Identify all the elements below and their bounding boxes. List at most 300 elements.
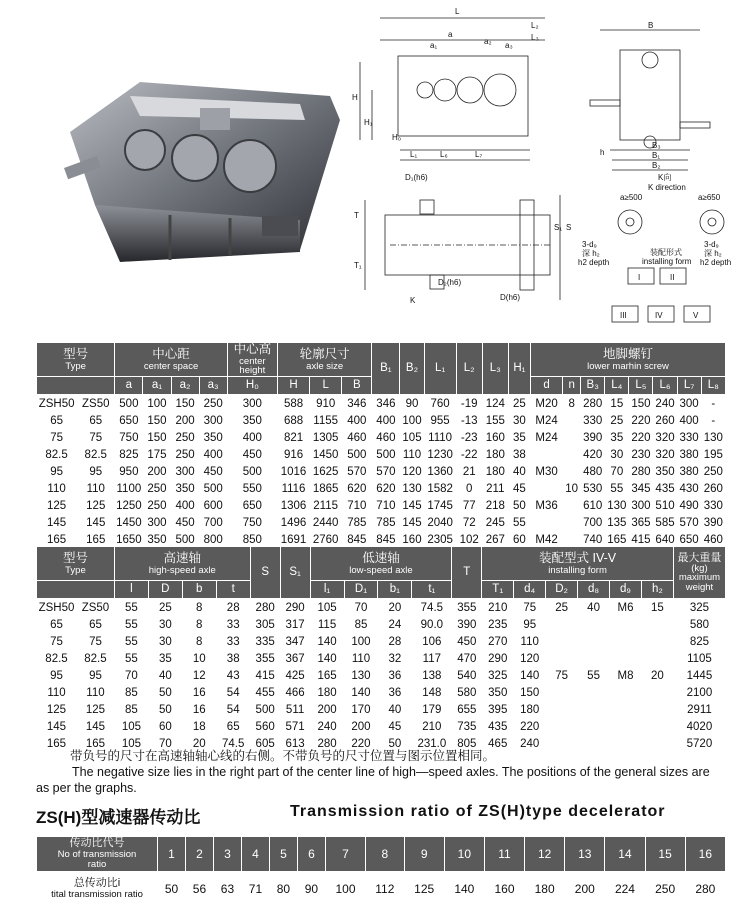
dimension-cell xyxy=(563,514,581,531)
col-B2: B₂ xyxy=(400,343,424,395)
ratio-code: 11 xyxy=(484,837,524,872)
axle-cell: 280 xyxy=(255,601,275,614)
axle-cell: 580 xyxy=(457,686,477,699)
note-cn: 带负号的尺寸在高速轴轴心线的右侧。不带负号的尺寸位置与图示位置相同。 xyxy=(70,749,496,763)
ratio-code: 2 xyxy=(185,837,213,872)
axle-cell: 33 xyxy=(226,635,240,648)
axle-cell: 33 xyxy=(226,618,240,631)
dimension-cell: 330 xyxy=(679,431,699,444)
axle-cell: 395 xyxy=(488,703,508,716)
dimension-cell: 245 xyxy=(485,516,505,529)
axle-cell: 210 xyxy=(488,601,508,614)
col-L6: L₆ xyxy=(653,377,677,395)
col-D1: D₁ xyxy=(344,581,378,599)
dimension-cell: 65 xyxy=(89,414,103,427)
ratio-value: 160 xyxy=(494,882,515,896)
axle-cell xyxy=(546,633,578,650)
axle-cell xyxy=(610,650,642,667)
dimension-cell: 45 xyxy=(513,482,526,495)
axle-cell: 235 xyxy=(488,618,508,631)
dimension-cell: 260 xyxy=(655,414,675,427)
axle-row xyxy=(37,633,726,650)
axle-cell: 85 xyxy=(354,618,368,631)
axle-cell xyxy=(641,718,673,735)
dimension-cell: 460 xyxy=(347,431,367,444)
label-D: D(h6) xyxy=(500,293,521,302)
dimension-cell: 640 xyxy=(655,533,675,546)
dimension-cell: 35 xyxy=(513,431,526,444)
axle-cell: 130 xyxy=(351,669,371,682)
dimension-cell: 1230 xyxy=(427,448,453,461)
axle-cell: 125 xyxy=(46,703,67,716)
col-b1: b₁ xyxy=(378,581,412,599)
col-S1: S₁ xyxy=(280,547,310,599)
dimension-cell: 165 xyxy=(86,533,106,546)
dimension-cell: 610 xyxy=(583,499,603,512)
axle-cell: 82.5 xyxy=(84,652,107,665)
label-S: S xyxy=(566,223,572,232)
dimension-cell xyxy=(530,480,562,497)
dimension-cell: M24 xyxy=(535,414,558,427)
plan-view-drawing xyxy=(365,195,563,300)
dimension-row xyxy=(37,463,726,480)
axle-row xyxy=(37,684,726,701)
axle-cell: 1445 xyxy=(686,669,713,682)
label-form-5: V xyxy=(693,311,699,320)
axle-cell: 325 xyxy=(689,601,710,614)
dimension-cell: 346 xyxy=(376,397,396,410)
dimension-cell: 65 xyxy=(50,414,63,427)
label-L7: L₇ xyxy=(475,150,483,159)
axle-cell: 317 xyxy=(285,618,305,631)
axle-cell: M6 xyxy=(617,601,634,614)
dimension-cell: 825 xyxy=(119,448,139,461)
dimension-row xyxy=(37,412,726,429)
dimension-cell: 346 xyxy=(347,397,367,410)
col-l1: l₁ xyxy=(310,581,344,599)
axle-cell: 16 xyxy=(192,703,206,716)
axle-cell: 65 xyxy=(226,720,240,733)
dimension-cell: 300 xyxy=(679,397,699,410)
dimension-cell: M20 xyxy=(535,397,558,410)
axle-cell: 605 xyxy=(255,737,275,750)
ratio-value: 90 xyxy=(304,882,319,896)
dimension-cell: 250 xyxy=(703,465,723,478)
dimension-cell: 400 xyxy=(242,431,262,444)
axle-cell: 511 xyxy=(285,703,305,716)
label-depth-right-en: h2 depth xyxy=(700,258,732,267)
axle-cell: 74.5 xyxy=(222,737,245,750)
dimension-cell: 95 xyxy=(89,465,103,478)
dimension-cell: 688 xyxy=(283,414,304,427)
axle-cell xyxy=(610,718,642,735)
axle-cell: 106 xyxy=(422,635,442,648)
axle-cell: 74.5 xyxy=(420,601,444,614)
axle-cell: M8 xyxy=(617,669,634,682)
dimension-cell: 300 xyxy=(147,516,167,529)
axle-cell: 110 xyxy=(351,652,371,665)
axle-cell: 82.5 xyxy=(45,652,68,665)
dimension-cell: 30 xyxy=(610,448,624,461)
dimension-cell: 160 xyxy=(402,533,422,546)
dimension-cell: 75 xyxy=(89,431,103,444)
label-L2: L₂ xyxy=(531,21,539,30)
dimension-cell: 220 xyxy=(631,431,651,444)
label-L3: L₃ xyxy=(531,33,539,42)
col-n: n xyxy=(563,377,581,395)
dimension-cell: 250 xyxy=(175,448,195,461)
col-b: b xyxy=(182,581,216,599)
axle-cell: 347 xyxy=(285,635,305,648)
axle-cell: 85 xyxy=(125,686,138,699)
side-view-drawing xyxy=(590,30,710,170)
dimension-cell xyxy=(530,446,562,463)
axle-cell xyxy=(578,684,610,701)
axle-cell xyxy=(610,633,642,650)
dimension-cell: 570 xyxy=(679,516,699,529)
dimension-cell: M42 xyxy=(535,533,558,546)
col-H0: H₀ xyxy=(227,377,277,395)
dimension-cell: 1691 xyxy=(280,533,307,546)
label-depth-left: 深 h₂ xyxy=(582,249,600,258)
label-S1: S₁ xyxy=(554,223,563,232)
ratio-code: 15 xyxy=(645,837,685,872)
dimension-cell: 350 xyxy=(175,482,195,495)
axle-cell: 110 xyxy=(86,686,105,699)
dimension-cell: 1110 xyxy=(428,431,453,444)
dimension-cell: 588 xyxy=(283,397,304,410)
ratio-title-cn: ZS(H)型减速器传动比 xyxy=(36,808,201,827)
axle-cell: 145 xyxy=(46,720,67,733)
label-L6: L₆ xyxy=(440,150,448,159)
axle-cell: 450 xyxy=(457,635,477,648)
axle-cell: 105 xyxy=(121,720,141,733)
axle-cell: 75 xyxy=(523,601,537,614)
dimension-cell: 102 xyxy=(459,533,479,546)
dimension-cell: -19 xyxy=(460,397,478,410)
col-d8: d₈ xyxy=(578,581,610,599)
axle-cell: 231.0 xyxy=(417,737,447,750)
axle-cell: 40 xyxy=(158,669,172,682)
dimension-cell: 650 xyxy=(119,414,139,427)
dimension-cell: 450 xyxy=(175,516,195,529)
dimension-cell xyxy=(563,446,581,463)
dimension-cell: 1100 xyxy=(116,482,142,495)
dimension-cell: 500 xyxy=(119,397,139,410)
axle-cell xyxy=(578,616,610,633)
dimension-cell: 218 xyxy=(485,499,505,512)
dimension-cell: 460 xyxy=(703,533,723,546)
dimension-cell: 650 xyxy=(242,499,262,512)
axle-cell: 2100 xyxy=(686,686,713,699)
dimension-cell: 100 xyxy=(147,397,167,410)
axle-cell: 390 xyxy=(457,618,477,631)
axle-cell: 25 xyxy=(555,601,569,614)
dimension-cell: 350 xyxy=(655,465,675,478)
axle-cell: 425 xyxy=(285,669,305,682)
axle-cell: 170 xyxy=(351,703,371,716)
dimension-cell: 345 xyxy=(631,482,651,495)
label-T1: T₁ xyxy=(354,261,362,270)
dimension-cell: 500 xyxy=(242,465,262,478)
dimension-cell: 250 xyxy=(147,482,167,495)
axle-cell xyxy=(546,718,578,735)
dimension-cell: 200 xyxy=(175,414,195,427)
dimension-cell: 330 xyxy=(583,414,603,427)
dimension-row xyxy=(37,395,726,413)
col-d9: d₉ xyxy=(610,581,642,599)
axle-cell: 655 xyxy=(457,703,477,716)
ratio-value: 80 xyxy=(276,882,291,896)
col-t1: t₁ xyxy=(412,581,452,599)
axle-cell: 415 xyxy=(255,669,275,682)
axle-cell: 28 xyxy=(388,635,402,648)
axle-cell: 4020 xyxy=(686,720,713,733)
axle-cell: 2911 xyxy=(687,703,712,716)
dimension-cell: 350 xyxy=(203,431,223,444)
ratio-table xyxy=(36,836,726,906)
dimension-cell: 1116 xyxy=(281,482,306,495)
axle-cell: 105 xyxy=(317,601,337,614)
dimension-cell: 2115 xyxy=(313,499,339,512)
dimension-cell: 700 xyxy=(203,516,223,529)
axle-cell: 140 xyxy=(351,686,371,699)
dimension-cell: 760 xyxy=(430,397,450,410)
axle-cell: 45 xyxy=(388,720,402,733)
axle-table-body xyxy=(37,599,726,753)
label-D2: D₂(h6) xyxy=(438,278,462,287)
dimension-cell: M24 xyxy=(535,431,558,444)
dimension-cell: 1450 xyxy=(312,448,339,461)
axle-cell: 8 xyxy=(196,635,203,648)
axle-cell xyxy=(546,616,578,633)
axle-cell xyxy=(578,718,610,735)
dimension-cell: 280 xyxy=(583,397,603,410)
axle-cell: 240 xyxy=(317,720,337,733)
dimension-cell: 400 xyxy=(203,448,223,461)
type-header-2: 型号 Type xyxy=(37,547,115,581)
axle-cell: 290 xyxy=(488,652,508,665)
dimension-cell: 570 xyxy=(376,465,396,478)
axle-cell: 40 xyxy=(587,601,600,614)
technical-drawings xyxy=(0,0,750,338)
ratio-code: 14 xyxy=(605,837,645,872)
axle-cell: 54 xyxy=(226,703,240,716)
dimension-cell: 150 xyxy=(631,397,651,410)
dimension-cell: 124 xyxy=(485,397,505,410)
dimension-cell: 8 xyxy=(568,397,575,410)
dimension-row xyxy=(37,514,726,531)
axle-cell: 40 xyxy=(388,703,402,716)
col-D2: D₂ xyxy=(546,581,578,599)
axle-cell: 455 xyxy=(255,686,275,699)
label-depth-left-en: h2 depth xyxy=(578,258,610,267)
axle-cell xyxy=(641,650,673,667)
axle-cell xyxy=(546,701,578,718)
axle-cell: 270 xyxy=(488,635,508,648)
dimension-cell: 750 xyxy=(242,516,262,529)
dimension-cell: 400 xyxy=(679,414,699,427)
dimension-cell: 320 xyxy=(655,431,675,444)
type-header: 型号 Type xyxy=(37,343,115,377)
dimension-cell: 25 xyxy=(513,397,526,410)
axle-cell: 28 xyxy=(226,601,240,614)
dimension-cell: 620 xyxy=(347,482,367,495)
axle-row xyxy=(37,667,726,684)
dimension-cell: 390 xyxy=(583,431,603,444)
dimension-cell: 910 xyxy=(316,397,336,410)
drawing-area xyxy=(0,0,750,338)
high-speed-header: 高速轴 high-speed axle xyxy=(114,547,250,581)
axle-cell: 70 xyxy=(158,737,172,750)
dimension-cell: 400 xyxy=(347,414,367,427)
dimension-cell: - xyxy=(711,397,716,410)
dimension-cell: 211 xyxy=(486,482,505,495)
axle-cell: 200 xyxy=(351,720,371,733)
dimension-cell: 165 xyxy=(46,533,67,546)
label-h: h xyxy=(600,148,605,157)
dimension-cell: 105 xyxy=(402,431,422,444)
dimension-cell: 200 xyxy=(147,465,167,478)
axle-cell: 165 xyxy=(317,669,337,682)
axle-cell: 32 xyxy=(388,652,402,665)
dimension-cell: - xyxy=(711,414,716,427)
col-H1: H₁ xyxy=(508,343,530,395)
ratio-value: 50 xyxy=(164,882,179,896)
axle-cell: 335 xyxy=(255,635,275,648)
axle-cell: 105 xyxy=(121,737,141,750)
col-a: a xyxy=(115,377,143,395)
ratio-code: 13 xyxy=(565,837,605,872)
dimension-cell: 180 xyxy=(485,448,505,461)
ratio-value: 224 xyxy=(614,882,635,896)
axle-cell: 220 xyxy=(351,737,371,750)
dimension-cell: 1450 xyxy=(116,516,142,529)
ratio-value: 63 xyxy=(220,882,235,896)
dimension-cell: 500 xyxy=(175,533,195,546)
dimension-cell: 130 xyxy=(607,499,627,512)
ratio-code: 1 xyxy=(158,837,186,872)
axle-cell xyxy=(578,633,610,650)
dimension-cell: 230 xyxy=(631,448,651,461)
dimension-cell: ZS50 xyxy=(82,397,110,410)
dimension-cell: 40 xyxy=(513,465,526,478)
dimension-cell: 500 xyxy=(203,482,223,495)
label-kdir-en: K direction xyxy=(648,183,686,192)
dimension-cell: 500 xyxy=(376,448,396,461)
dimension-cell: 1155 xyxy=(313,414,339,427)
axle-cell: 138 xyxy=(422,669,442,682)
col-a1: a₁ xyxy=(143,377,171,395)
dimension-cell: 21 xyxy=(462,465,476,478)
label-T: T xyxy=(354,211,359,220)
dimension-cell: 0 xyxy=(466,482,473,495)
dimension-cell: 570 xyxy=(347,465,367,478)
dimension-cell: 740 xyxy=(583,533,603,546)
dimension-cell: 350 xyxy=(242,414,262,427)
dimension-cell: -23 xyxy=(460,431,478,444)
label-install-cn: 装配形式 xyxy=(650,248,682,257)
axle-cell: 24 xyxy=(388,618,402,631)
dimension-cell: 150 xyxy=(147,414,167,427)
dimension-cell: 165 xyxy=(607,533,627,546)
dimension-cell: 2760 xyxy=(312,533,339,546)
dimension-cell xyxy=(563,497,581,514)
axle-row xyxy=(37,599,726,617)
dimension-table xyxy=(36,342,726,548)
axle-cell xyxy=(610,701,642,718)
dimension-cell: 155 xyxy=(485,414,505,427)
dimension-cell: 380 xyxy=(679,465,699,478)
axle-cell: 140 xyxy=(317,635,337,648)
axle-cell: 18 xyxy=(192,720,206,733)
label-B1: B₁ xyxy=(652,151,661,160)
axle-cell: 12 xyxy=(192,669,206,682)
label-a3: a₃ xyxy=(505,41,513,50)
dimension-cell: 1625 xyxy=(312,465,339,478)
axle-cell: 140 xyxy=(317,652,337,665)
label-D1: D₁(h6) xyxy=(405,173,428,182)
axle-cell xyxy=(546,684,578,701)
axle-cell xyxy=(610,616,642,633)
dimension-cell: 800 xyxy=(203,533,223,546)
dimension-cell: 130 xyxy=(703,431,723,444)
axle-cell: 110 xyxy=(520,635,539,648)
axle-cell: 30 xyxy=(158,635,172,648)
dimension-cell: 400 xyxy=(175,499,195,512)
dimension-cell: 350 xyxy=(147,533,167,546)
ratio-code: 7 xyxy=(325,837,365,872)
ratio-value: 140 xyxy=(454,882,475,896)
axle-cell: 95 xyxy=(523,618,537,631)
dimension-cell: 50 xyxy=(513,499,526,512)
dimension-cell: 620 xyxy=(376,482,396,495)
dimension-cell: 145 xyxy=(402,516,422,529)
dimension-cell: 450 xyxy=(203,465,223,478)
axle-cell: 165 xyxy=(85,737,106,750)
label-form-2: II xyxy=(670,273,675,282)
dimension-cell: 280 xyxy=(631,465,651,478)
col-T1: T₁ xyxy=(482,581,514,599)
dimension-cell: 95 xyxy=(50,465,63,478)
axle-cell: 350 xyxy=(488,686,508,699)
col-a3: a₃ xyxy=(199,377,227,395)
dimension-cell: 710 xyxy=(347,499,367,512)
axle-cell xyxy=(641,701,673,718)
gearbox-illustration xyxy=(64,82,340,262)
axle-cell: 355 xyxy=(457,601,477,614)
axle-cell: 180 xyxy=(317,686,337,699)
dimension-cell: 10 xyxy=(565,482,579,495)
axle-cell: 75 xyxy=(50,635,63,648)
axle-cell: 8 xyxy=(196,601,203,614)
label-H1: H₁ xyxy=(364,118,373,127)
label-a500: a≥500 xyxy=(620,193,643,202)
dimension-cell: 490 xyxy=(679,499,699,512)
ratio-code: 8 xyxy=(366,837,405,872)
axle-cell: 140 xyxy=(520,669,540,682)
col-L3: L₃ xyxy=(482,343,508,395)
axle-cell: 35 xyxy=(158,652,172,665)
dimension-cell: 430 xyxy=(679,482,699,495)
dimension-cell: 150 xyxy=(175,397,195,410)
dimension-cell: 2305 xyxy=(427,533,453,546)
axle-cell: 110 xyxy=(47,686,66,699)
axle-cell xyxy=(610,684,642,701)
ratio-value: 250 xyxy=(655,882,676,896)
dimension-cell: 955 xyxy=(430,414,450,427)
dimension-cell: 90 xyxy=(405,397,419,410)
